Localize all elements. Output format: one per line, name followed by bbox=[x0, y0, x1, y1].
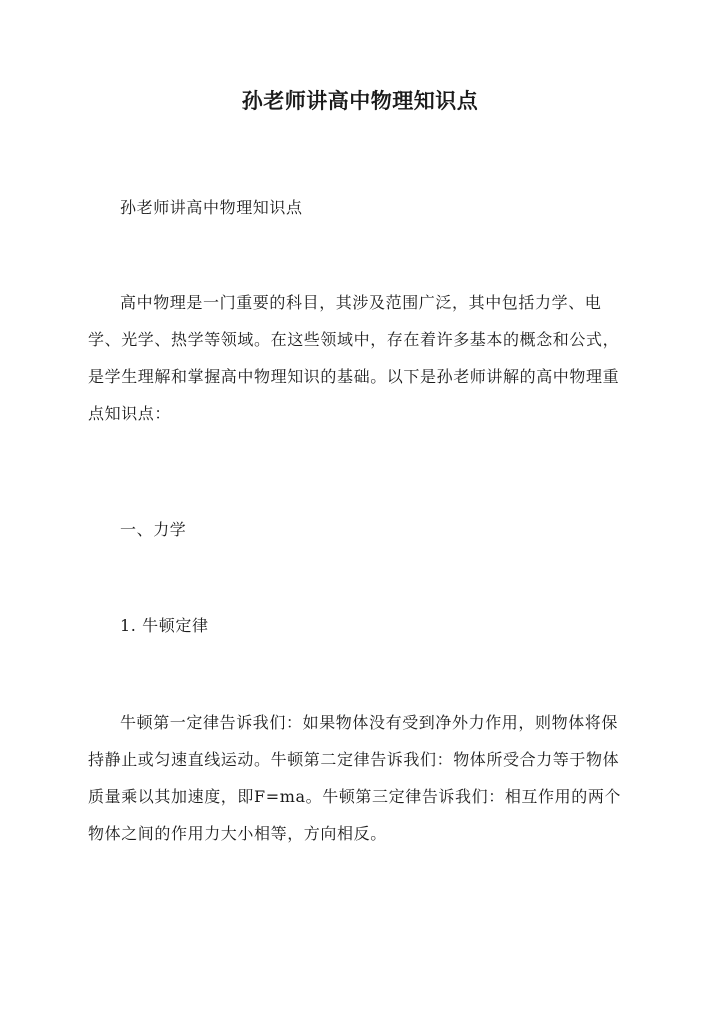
document-title: 孙老师讲高中物理知识点 bbox=[241, 88, 479, 113]
section-heading-mechanics: 一、力学 bbox=[120, 520, 187, 539]
newton-laws-paragraph: 牛顿第一定律告诉我们：如果物体没有受到净外力作用，则物体将保持静止或匀速直线运动。牛顿第二定律告诉我们：物体所受合力等于物体质量乘以其加速度，即F=ma。牛顿第三定律告诉我们：相互作用的两个物体之间的作用力大小相等，方向相反。 bbox=[88, 713, 622, 843]
document-subtitle: 孙老师讲高中物理知识点 bbox=[120, 198, 303, 217]
subsection-heading-newton: 1. 牛顿定律 bbox=[120, 616, 209, 635]
intro-paragraph: 高中物理是一门重要的科目，其涉及范围广泛，其中包括力学、电学、光学、热学等领域。在这些领域中，存在着许多基本的概念和公式，是学生理解和掌握高中物理知识的基础。以下是孙老师讲解的高中物理重点知识点： bbox=[88, 293, 620, 423]
